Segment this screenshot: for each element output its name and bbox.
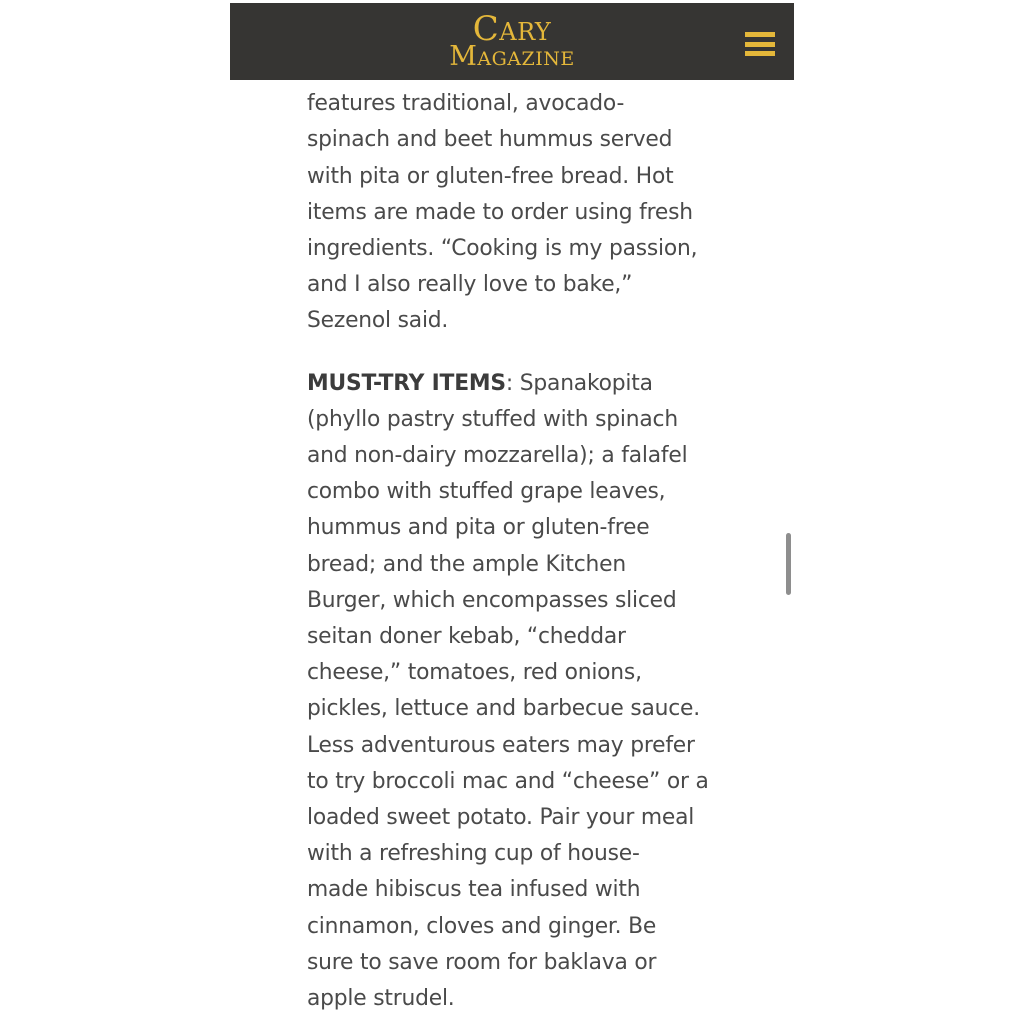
text-line: combo with stuffed grape leaves,: [307, 479, 666, 505]
text-line: seitan doner kebab, “cheddar: [307, 624, 626, 650]
text-line: hummus and pita or gluten-free: [307, 515, 650, 541]
hamburger-menu-icon[interactable]: [745, 32, 775, 56]
text-line: with pita or gluten-free bread. Hot: [307, 163, 674, 189]
text-line: with a refreshing cup of house-: [307, 841, 640, 867]
text-line: and non-dairy mozzarella); a falafel: [307, 443, 688, 469]
text-line: and I also really love to bake,”: [307, 272, 633, 298]
logo-line-magazine: Magazine: [449, 41, 575, 72]
text-line: items are made to order using fresh: [307, 199, 693, 225]
article-body: [307, 50, 767, 1017]
text-line: to try broccoli mac and “cheese” or a: [307, 768, 709, 794]
text-line: loaded sweet potato. Pair your meal: [307, 805, 695, 831]
scrollbar-thumb[interactable]: [786, 533, 791, 595]
text-line: features traditional, avocado-: [307, 91, 625, 117]
text-line: sure to save room for baklava or: [307, 949, 657, 975]
menu-bar: [745, 32, 775, 37]
menu-bar: [745, 42, 775, 47]
text-line: Sezenol said.: [307, 308, 449, 334]
text-line: made hibiscus tea infused with: [307, 877, 641, 903]
text-line: (phyllo pastry stuffed with spinach: [307, 406, 678, 432]
text-line: ingredients. “Cooking is my passion,: [307, 236, 698, 262]
article-paragraph-must-try: [307, 366, 767, 1018]
text-line: Less adventurous eaters may prefer: [307, 732, 695, 758]
text-line: pickles, lettuce and barbecue sauce.: [307, 696, 700, 722]
must-try-first-line: : Spanakopita: [505, 370, 653, 396]
text-line: apple strudel.: [307, 986, 455, 1012]
article-paragraph-1: [307, 50, 767, 340]
text-line: bread; and the ample Kitchen: [307, 551, 626, 577]
site-header: [230, 3, 794, 80]
text-line: [307, 366, 767, 402]
logo-line-cary: Cary: [472, 9, 552, 49]
text-line: cinnamon, cloves and ginger. Be: [307, 913, 657, 939]
menu-bar: [745, 51, 775, 56]
must-try-label: MUST-TRY ITEMS: [307, 370, 506, 396]
text-line: spinach and beet hummus served: [307, 127, 673, 153]
site-logo[interactable]: [230, 9, 794, 72]
text-line: cheese,” tomatoes, red onions,: [307, 660, 642, 686]
text-line: Burger, which encompasses sliced: [307, 587, 677, 613]
